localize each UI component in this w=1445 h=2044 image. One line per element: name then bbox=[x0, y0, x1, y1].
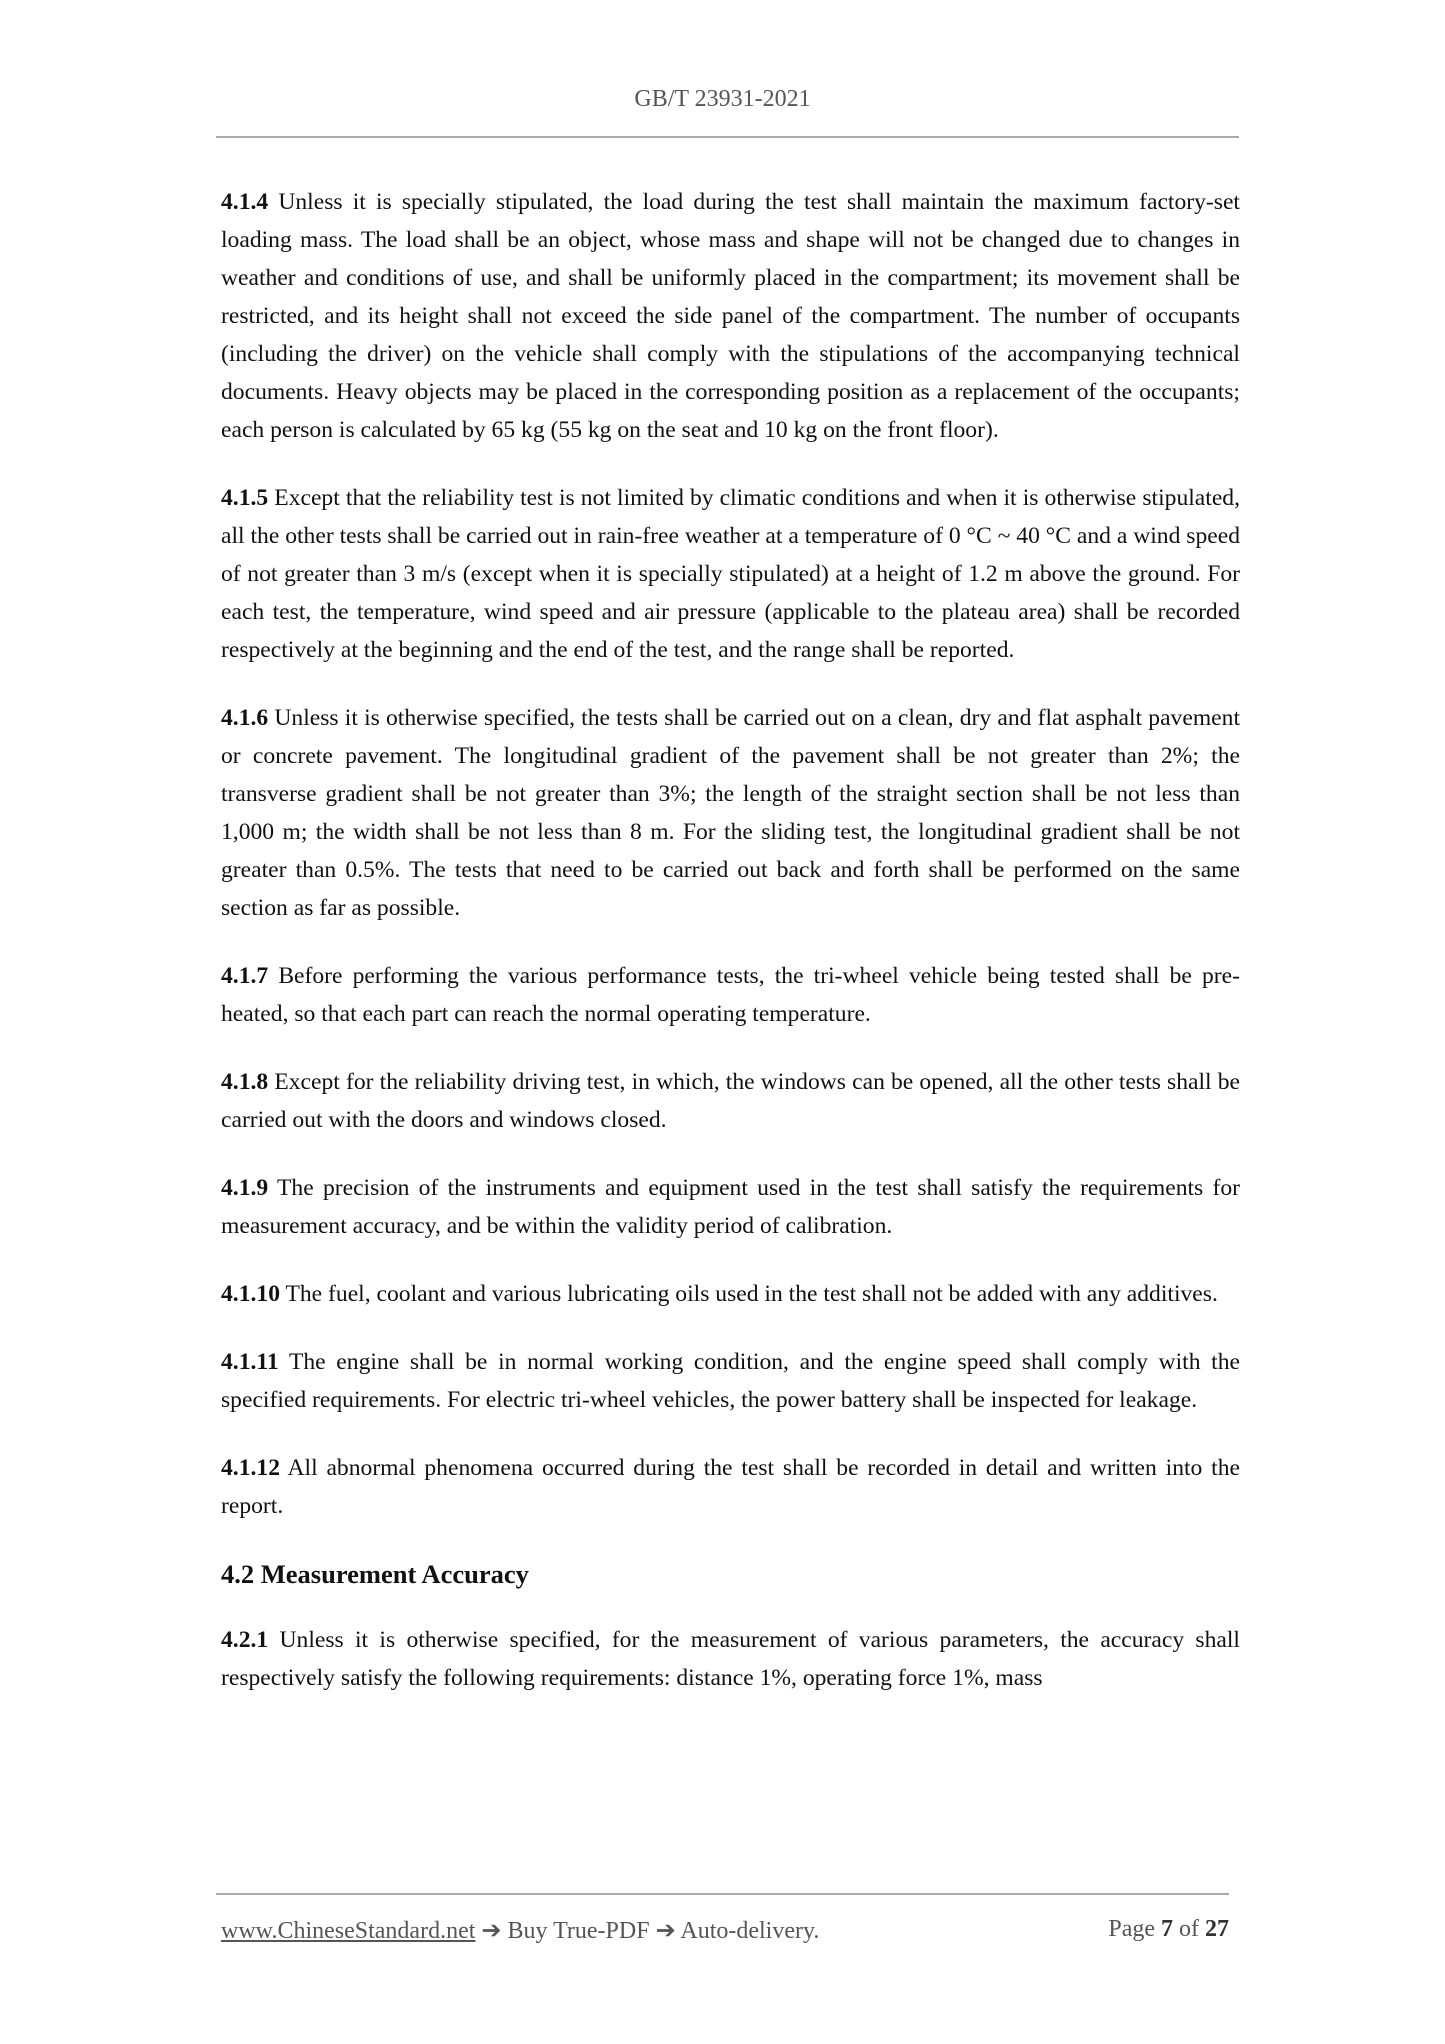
clause-text: Except that the reliability test is not limited by climatic conditions and when it is otherwise stipulated, all the other tests shall be carried out in rain-free weather at a temperature of 0 °C ~ 40 °C and a wind speed of not greater than 3 m/s (except when it is specially stipulated) at a height of 1.2 m above the ground. For each test, the temperature, wind speed and air pressure (applicable to the plateau area) shall be recorded respectively at the beginning and the end of the test, and the range shall be reported. bbox=[221, 485, 1240, 663]
clause-text: All abnormal phenomena occurred during the test shall be recorded in detail and written into the report. bbox=[221, 1455, 1240, 1519]
document-body bbox=[221, 183, 1240, 1727]
clause-4-2-1 bbox=[221, 1621, 1240, 1697]
page-footer bbox=[221, 1916, 1229, 1945]
section-heading: 4.2 Measurement Accuracy bbox=[221, 1559, 529, 1589]
arrow-icon: ➔ bbox=[475, 1918, 508, 1944]
page-label: Page bbox=[1108, 1916, 1161, 1942]
clause-4-1-4 bbox=[221, 183, 1240, 449]
clause-text: Unless it is otherwise specified, for the measurement of various parameters, the accuracy shall respectively satisfy the following requirements: distance 1%, operating force 1%, mass bbox=[221, 1627, 1240, 1691]
clause-4-1-8 bbox=[221, 1063, 1240, 1139]
clause-number: 4.1.11 bbox=[221, 1349, 279, 1375]
clause-4-1-5 bbox=[221, 479, 1240, 669]
page-indicator bbox=[1108, 1916, 1229, 1945]
clause-number: 4.1.12 bbox=[221, 1455, 280, 1481]
clause-4-1-9 bbox=[221, 1169, 1240, 1245]
clause-text: Unless it is specially stipulated, the load during the test shall maintain the maximum factory-set loading mass. The load shall be an object, whose mass and shape will not be changed due to changes in weather and conditions of use, and shall be uniformly placed in the compartment; its movement shall be restricted, and its height shall not exceed the side panel of the compartment. The number of occupants (including the driver) on the vehicle shall comply with the stipulations of the accompanying technical documents. Heavy objects may be placed in the corresponding position as a replacement of the occupants; each person is calculated by 65 kg (55 kg on the seat and 10 kg on the front floor). bbox=[221, 189, 1240, 443]
footer-promo bbox=[221, 1916, 819, 1945]
clause-text: Except for the reliability driving test, in which, the windows can be opened, all the other tests shall be carried out with the doors and windows closed. bbox=[221, 1069, 1240, 1133]
clause-number: 4.1.5 bbox=[221, 485, 269, 511]
clause-number: 4.2.1 bbox=[221, 1627, 269, 1653]
arrow-icon: ➔ bbox=[649, 1918, 681, 1944]
clause-number: 4.1.9 bbox=[221, 1175, 269, 1201]
clause-4-1-6 bbox=[221, 699, 1240, 927]
clause-text: The precision of the instruments and equipment used in the test shall satisfy the requirements for measurement accuracy, and be within the validity period of calibration. bbox=[221, 1175, 1240, 1239]
delivery-text: Auto-delivery. bbox=[680, 1918, 820, 1944]
clause-4-1-7 bbox=[221, 957, 1240, 1033]
buy-text: Buy True-PDF bbox=[507, 1918, 650, 1944]
clause-4-1-10 bbox=[221, 1275, 1240, 1313]
clause-number: 4.1.7 bbox=[221, 963, 269, 989]
document-id-header: GB/T 23931-2021 bbox=[634, 86, 811, 112]
page-number: 7 bbox=[1161, 1916, 1173, 1942]
clause-text: The engine shall be in normal working condition, and the engine speed shall comply with the specified requirements. For electric tri-wheel vehicles, the power battery shall be inspected for leakage. bbox=[221, 1349, 1240, 1413]
clause-text: Before performing the various performance tests, the tri-wheel vehicle being tested shall be pre-heated, so that each part can reach the normal operating temperature. bbox=[221, 963, 1240, 1027]
footer-divider bbox=[216, 1893, 1229, 1895]
page-total: 27 bbox=[1205, 1916, 1229, 1942]
header-divider bbox=[216, 136, 1239, 138]
of-label: of bbox=[1173, 1916, 1205, 1942]
clause-text: Unless it is otherwise specified, the tests shall be carried out on a clean, dry and flat asphalt pavement or concrete pavement. The longitudinal gradient of the pavement shall be not greater than 2%; the transverse gradient shall be not greater than 3%; the length of the straight section shall be not less than 1,000 m; the width shall be not less than 8 m. For the sliding test, the longitudinal gradient shall be not greater than 0.5%. The tests that need to be carried out back and forth shall be performed on the same section as far as possible. bbox=[221, 705, 1240, 921]
clause-number: 4.1.8 bbox=[221, 1069, 269, 1095]
clause-number: 4.1.4 bbox=[221, 189, 269, 215]
clause-4-1-12 bbox=[221, 1449, 1240, 1525]
clause-number: 4.1.6 bbox=[221, 705, 269, 731]
website-link[interactable]: www.ChineseStandard.net bbox=[221, 1918, 476, 1944]
clause-text: The fuel, coolant and various lubricating oils used in the test shall not be added with any additives. bbox=[279, 1281, 1218, 1307]
clause-number: 4.1.10 bbox=[221, 1281, 280, 1307]
clause-4-1-11 bbox=[221, 1343, 1240, 1419]
